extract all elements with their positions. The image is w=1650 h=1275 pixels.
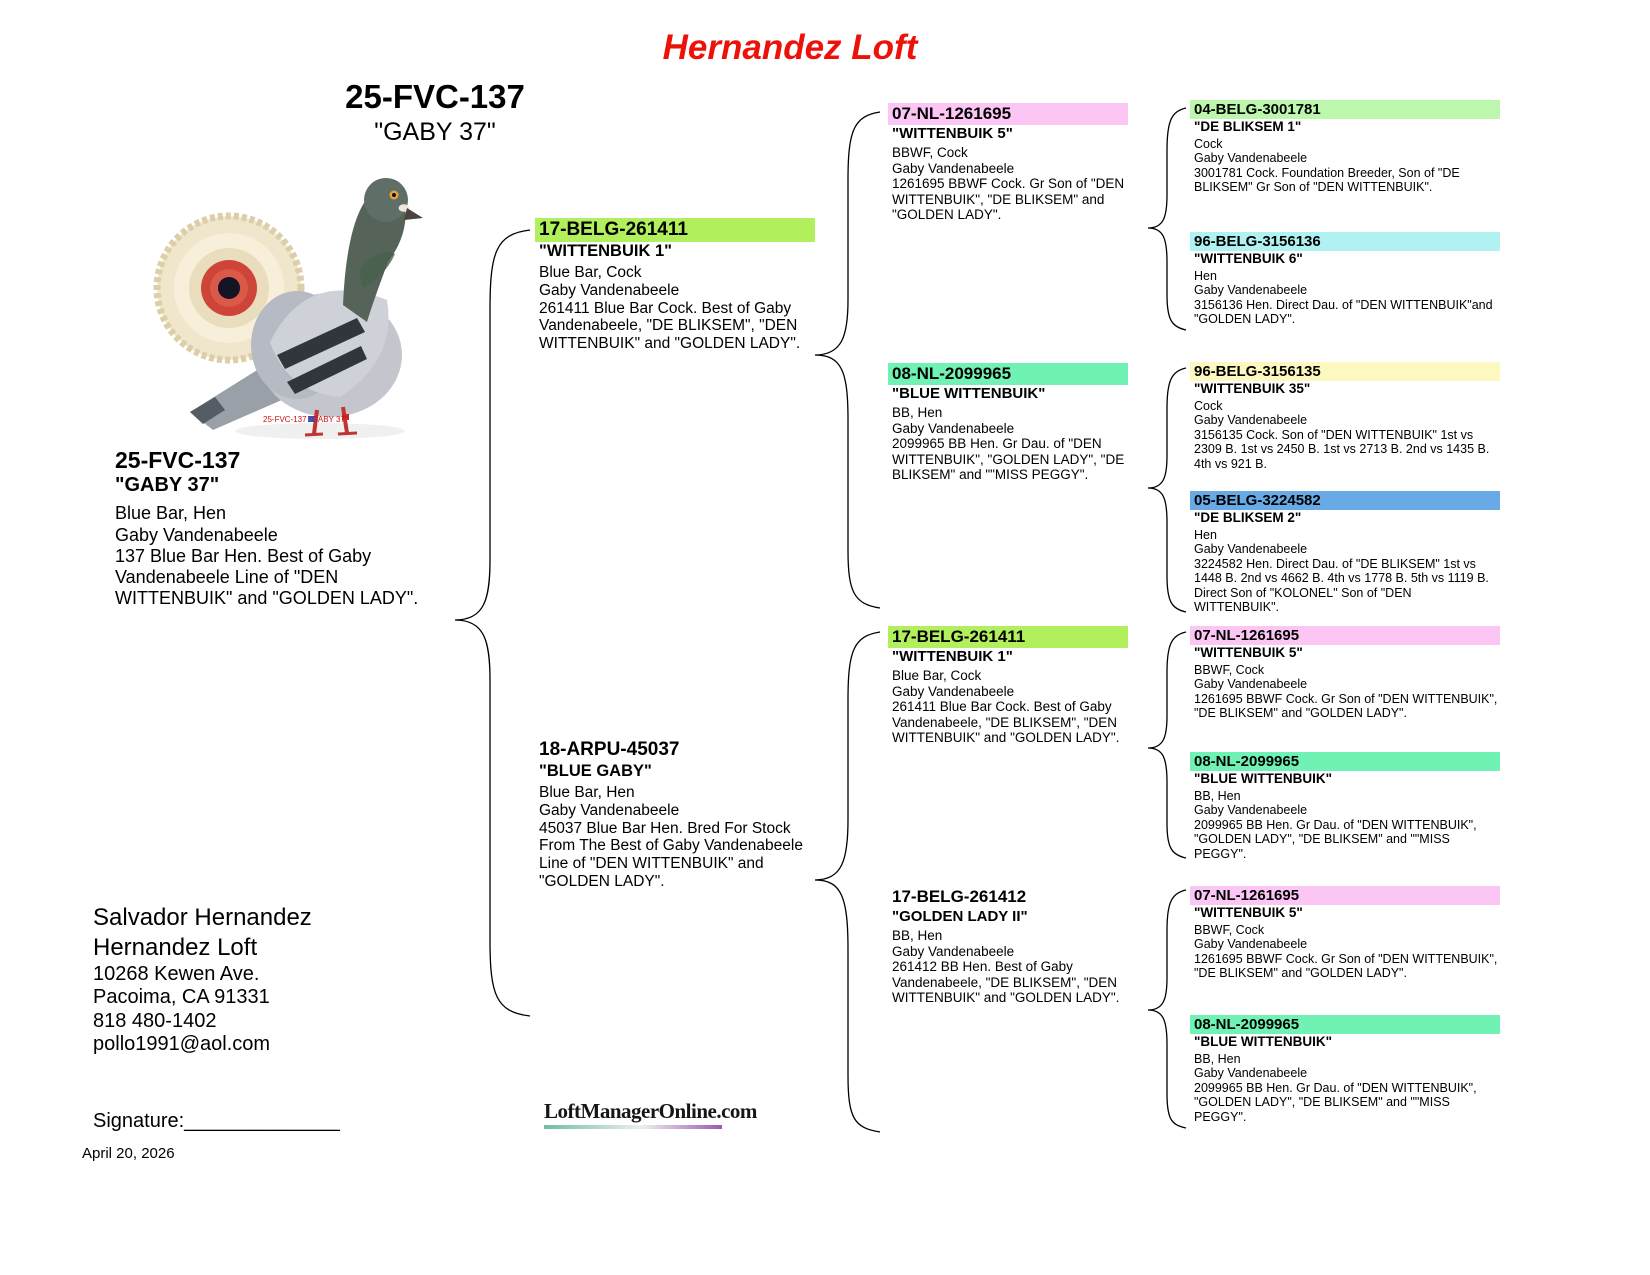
pigeon-name: "BLUE GABY" <box>539 762 652 780</box>
pedigree-block-gen2-1 <box>888 103 1128 223</box>
description: 2099965 BB Hen. Gr Dau. of "DEN WITTENBUIK", "GOLDEN LADY", "DE BLIKSEM" and ""MISS PEGGY". <box>1194 817 1477 861</box>
description: 3156136 Hen. Direct Dau. of "DEN WITTENBUIK"and "GOLDEN LADY". <box>1194 297 1493 327</box>
color-sex: BBWF, Cock <box>1194 663 1265 677</box>
pedigree-block-dam <box>535 738 815 891</box>
pedigree-block-gen3-8 <box>1190 1015 1500 1124</box>
pedigree-block-gen2-4 <box>888 886 1128 1006</box>
pedigree-block-gen3-6 <box>1190 752 1500 861</box>
brace-gen2-top <box>815 112 880 608</box>
owner-name: Salvador Hernandez <box>93 904 312 931</box>
photo-shadow <box>235 423 405 439</box>
color-sex: BB, Hen <box>1194 1052 1241 1066</box>
description: 261411 Blue Bar Cock. Best of Gaby Vandenabeele, "DE BLIKSEM", "DEN WITTENBUIK" and "GOLDEN LADY". <box>539 299 801 353</box>
color-sex: Hen <box>1194 269 1217 283</box>
breeder: Gaby Vandenabeele <box>539 281 680 299</box>
brace-gen1 <box>455 230 530 1016</box>
pigeon-name: "WITTENBUIK 35" <box>1194 381 1311 396</box>
owner-block <box>93 903 423 1057</box>
band-number: 05-BELG-3224582 <box>1190 491 1500 510</box>
description: 2099965 BB Hen. Gr Dau. of "DEN WITTENBUIK", "GOLDEN LADY", "DE BLIKSEM" and ""MISS PEGGY". <box>892 436 1125 483</box>
band-number: 04-BELG-3001781 <box>1190 100 1500 119</box>
description: 261412 BB Hen. Best of Gaby Vandenabeele, "DE BLIKSEM", "DEN WITTENBUIK" and "GOLDEN LADY". <box>892 959 1120 1006</box>
color-sex: Cock <box>1194 399 1223 413</box>
band-number: 07-NL-1261695 <box>1190 886 1500 905</box>
band-number: 17-BELG-261411 <box>535 218 815 242</box>
color-sex: BB, Hen <box>1194 789 1241 803</box>
pedigree-block-gen2-2 <box>888 363 1128 483</box>
subject-name: "GABY 37" <box>115 474 220 497</box>
breeder: Gaby Vandenabeele <box>1194 803 1308 818</box>
owner-address1: 10268 Kewen Ave. <box>93 963 260 985</box>
breeder: Gaby Vandenabeele <box>1194 1066 1308 1081</box>
color-sex: BB, Hen <box>892 928 943 943</box>
subject-color-sex: Blue Bar, Hen <box>115 503 227 524</box>
brace-gen3-b <box>1148 368 1186 612</box>
breeder: Gaby Vandenabeele <box>1194 677 1308 692</box>
description: 1261695 BBWF Cock. Gr Son of "DEN WITTENBUIK", "DE BLIKSEM" and "GOLDEN LADY". <box>1194 951 1498 981</box>
color-sex: BBWF, Cock <box>892 145 968 160</box>
band-number: 07-NL-1261695 <box>888 103 1128 125</box>
color-sex: Blue Bar, Cock <box>539 264 642 281</box>
band-number: 17-BELG-261412 <box>892 887 1027 906</box>
band-number: 08-NL-2099965 <box>1190 1015 1500 1034</box>
pigeon-name: "BLUE WITTENBUIK" <box>1194 1034 1333 1049</box>
subject-block <box>115 448 430 609</box>
owner-phone: 818 480-1402 <box>93 1009 217 1032</box>
breeder: Gaby Vandenabeele <box>539 801 680 819</box>
band-number: 08-NL-2099965 <box>888 363 1128 385</box>
description: 3001781 Cock. Foundation Breeder, Son of "DE BLIKSEM" Gr Son of "DEN WITTENBUIK". <box>1194 165 1460 195</box>
description: 3156135 Cock. Son of "DEN WITTENBUIK" 1st vs 2309 B. 1st vs 2450 B. 1st vs 2713 B. 2nd vs 1435 B. 4th vs 921 B. <box>1194 427 1490 471</box>
logo-text: LoftManagerOnline.com <box>544 1099 757 1123</box>
description: 1261695 BBWF Cock. Gr Son of "DEN WITTENBUIK", "DE BLIKSEM" and "GOLDEN LADY". <box>1194 691 1498 721</box>
pigeon-name: "BLUE WITTENBUIK" <box>892 385 1046 402</box>
description: 1261695 BBWF Cock. Gr Son of "DEN WITTENBUIK", "DE BLIKSEM" and "GOLDEN LADY". <box>892 176 1125 223</box>
breeder: Gaby Vandenabeele <box>892 943 1015 959</box>
color-sex: Hen <box>1194 528 1217 542</box>
pigeon-name: "WITTENBUIK 5" <box>1194 905 1303 920</box>
owner-address2: Pacoima, CA 91331 <box>93 986 270 1009</box>
owner-email: pollo1991@aol.com <box>93 1033 271 1056</box>
pedigree-block-gen3-5 <box>1190 626 1500 721</box>
brace-gen2-bottom <box>815 632 880 1132</box>
color-sex: Cock <box>1194 137 1223 151</box>
subject-name-large: "GABY 37" <box>374 118 496 146</box>
color-sex: Blue Bar, Hen <box>539 784 635 801</box>
breeder: Gaby Vandenabeele <box>1194 151 1308 166</box>
subject-breeder: Gaby Vandenabeele <box>115 524 278 545</box>
color-sex: BB, Hen <box>892 405 943 420</box>
photo-caption: 25-FVC-137 "GABY 37" <box>263 415 348 424</box>
band-number: 07-NL-1261695 <box>1190 626 1500 645</box>
description: 261411 Blue Bar Cock. Best of Gaby Vandenabeele, "DE BLIKSEM", "DEN WITTENBUIK" and "GOLDEN LADY". <box>892 699 1120 746</box>
breeder: Gaby Vandenabeele <box>1194 542 1308 557</box>
pedigree-block-gen3-1 <box>1190 100 1500 195</box>
pedigree-block-gen3-4 <box>1190 491 1500 614</box>
brace-gen3-d <box>1148 890 1186 1128</box>
breeder: Gaby Vandenabeele <box>892 683 1015 699</box>
band-number: 18-ARPU-45037 <box>539 739 680 760</box>
breeder: Gaby Vandenabeele <box>1194 283 1308 298</box>
description: 2099965 BB Hen. Gr Dau. of "DEN WITTENBUIK", "GOLDEN LADY", "DE BLIKSEM" and ""MISS PEGGY". <box>1194 1080 1477 1124</box>
print-date: April 20, 2026 <box>82 1145 175 1162</box>
breeder: Gaby Vandenabeele <box>892 420 1015 436</box>
brace-gen3-a <box>1148 108 1186 330</box>
pigeon-name: "WITTENBUIK 5" <box>892 125 1013 142</box>
signature-line: Signature:______________ <box>93 1110 340 1132</box>
description: 3224582 Hen. Direct Dau. of "DE BLIKSEM" 1st vs 1448 B. 2nd vs 4662 B. 4th vs 1778 B. 5th vs 1119 B. Direct Son of "KOLONEL" Son of "DEN WITTENBUIK". <box>1194 556 1489 614</box>
pigeon-name: "WITTENBUIK 5" <box>1194 645 1303 660</box>
pigeon-name: "BLUE WITTENBUIK" <box>1194 771 1333 786</box>
band-number: 17-BELG-261411 <box>888 626 1128 648</box>
pigeon-name: "GOLDEN LADY II" <box>892 908 1028 925</box>
brace-gen3-c <box>1148 632 1186 858</box>
pedigree-block-gen2-3 <box>888 626 1128 746</box>
color-sex: Blue Bar, Cock <box>892 668 982 683</box>
band-number: 96-BELG-3156135 <box>1190 362 1500 381</box>
band-number: 08-NL-2099965 <box>1190 752 1500 771</box>
pigeon-name: "WITTENBUIK 1" <box>892 648 1013 665</box>
pedigree-block-gen3-3 <box>1190 362 1500 471</box>
subject-description: 137 Blue Bar Hen. Best of Gaby Vandenabeele Line of "DEN WITTENBUIK" and "GOLDEN LADY". <box>115 545 419 609</box>
loft-title: Hernandez Loft <box>662 28 918 67</box>
description: 45037 Blue Bar Hen. Bred For Stock From The Best of Gaby Vandenabeele Line of "DEN WITTENBUIK" and "GOLDEN LADY". <box>539 819 803 891</box>
owner-loft: Hernandez Loft <box>93 934 258 961</box>
pedigree-block-gen3-2 <box>1190 232 1500 327</box>
pedigree-block-sire <box>535 218 815 353</box>
subject-band-large: 25-FVC-137 <box>345 78 525 115</box>
breeder: Gaby Vandenabeele <box>1194 413 1308 428</box>
band-number: 96-BELG-3156136 <box>1190 232 1500 251</box>
pigeon-name: "WITTENBUIK 1" <box>539 242 672 260</box>
color-sex: BBWF, Cock <box>1194 923 1265 937</box>
pigeon-name: "WITTENBUIK 6" <box>1194 251 1303 266</box>
pigeon-name: "DE BLIKSEM 2" <box>1194 510 1302 525</box>
subject-band: 25-FVC-137 <box>115 447 241 473</box>
logo-gradient-bar <box>544 1125 722 1129</box>
breeder: Gaby Vandenabeele <box>1194 937 1308 952</box>
pedigree-block-gen3-7 <box>1190 886 1500 981</box>
loftmanager-logo <box>544 1076 757 1152</box>
pigeon-photo <box>145 150 423 444</box>
breeder: Gaby Vandenabeele <box>892 160 1015 176</box>
pigeon-name: "DE BLIKSEM 1" <box>1194 119 1302 134</box>
